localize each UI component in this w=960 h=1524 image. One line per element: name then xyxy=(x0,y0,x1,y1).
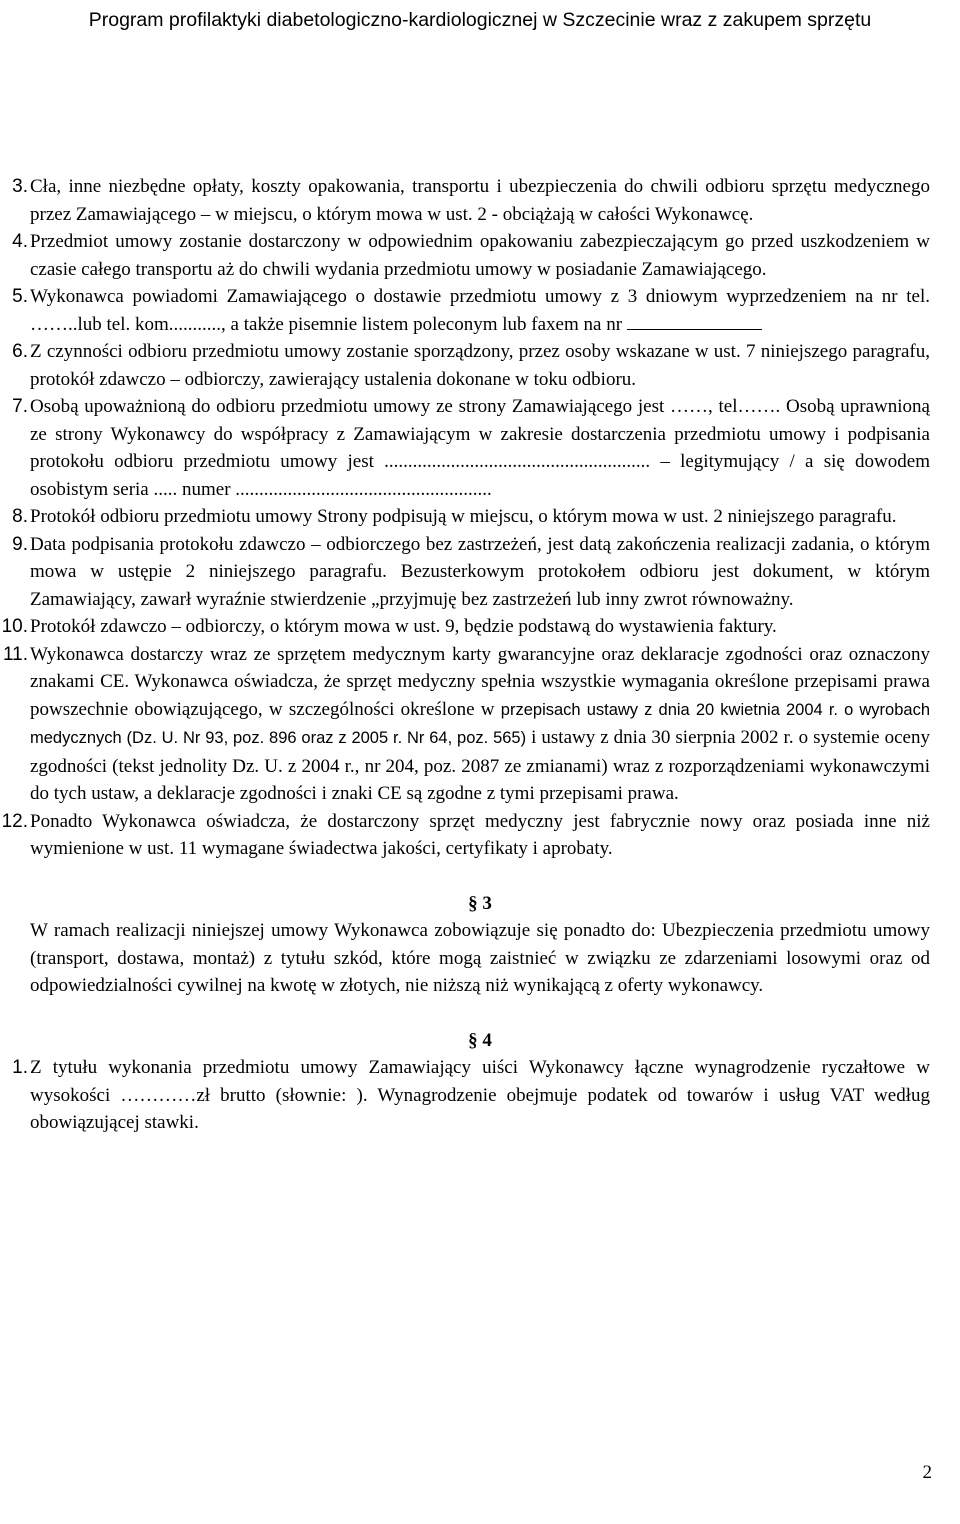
item-text: Protokół odbioru przedmiotu umowy Strony podpisują w miejscu, o którym mowa w ust. 2 niniejszego paragrafu. xyxy=(30,506,897,527)
list-item xyxy=(12,531,930,614)
list-item xyxy=(12,338,930,393)
section-4-heading: § 4 xyxy=(468,1029,492,1051)
item-text: Protokół zdawczo – odbiorczy, o którym mowa w ust. 9, będzie podstawą do wystawienia faktury. xyxy=(30,616,777,637)
item-text: Data podpisania protokołu zdawczo – odbiorczego bez zastrzeżeń, jest datą zakończenia realizacji zadania, o którym mowa w ustępie 2 niniejszego paragrafu. Bezusterkowym protokołem odbioru jest dokument, w którym Zamawiający, zawarł wyraźnie stwierdzenie „przyjmuję bez zastrzeżeń lub inny zwrot równoważny. xyxy=(30,533,930,610)
header-title: Program profilaktyki diabetologiczno-kardiologicznej w Szczecinie wraz z zakupem sprzętu xyxy=(88,9,872,31)
document-header xyxy=(40,0,920,40)
item-text: Przedmiot umowy zostanie dostarczony w odpowiednim opakowaniu zabezpieczającym go przed uszkodzeniem w czasie całego transportu aż do chwili wydania przedmiotu umowy w posiadanie Zamawiającego. xyxy=(30,231,930,280)
item-number: 6. xyxy=(12,341,28,362)
section-3-text: W ramach realizacji niniejszej umowy Wykonawca zobowiązuje się ponadto do: Ubezpieczenia przedmiotu umowy (transport, dostawa, montaż) z tytułu szkód, które mogą zaistnieć w związku ze zdarzeniami losowymi oraz od odpowiedzialności cywilnej na kwotę w złotych, nie niższą niż wynikającą z oferty wykonawcy. xyxy=(30,920,930,996)
item-text: Cła, inne niezbędne opłaty, koszty opakowania, transportu i ubezpieczenia do chwili odbioru sprzętu medycznego przez Zamawiającego – w miejscu, o którym mowa w ust. 2 - obciążają w całości Wykonawcę. xyxy=(30,176,930,225)
item-text: Z tytułu wykonania przedmiotu umowy Zamawiający uiści Wykonawcy łączne wynagrodzenie ryczałtowe w wysokości …………zł brutto (słownie: ). Wynagrodzenie obejmuje podatek od towarów i usług VAT według obowiązującej stawki. xyxy=(30,1057,930,1133)
item-text: Ponadto Wykonawca oświadcza, że dostarczony sprzęt medyczny jest fabrycznie nowy oraz posiada inne niż wymienione w ust. 11 wymagane świadectwa jakości, certyfikaty i aprobaty. xyxy=(30,810,930,859)
list-item xyxy=(1,808,930,863)
item-number: 4. xyxy=(12,231,28,252)
item-text: Osobą upoważnioną do odbioru przedmiotu umowy ze strony Zamawiającego jest ……, tel……. Osobą uprawnioną ze strony Wykonawcy do współpracy z Zamawiającym w zakresie dostarczenia przedmiotu umowy i podpisania protokołu odbioru przedmiotu umowy jest ........................................................ – legitymujący / a się dowodem osobistym seria ..... numer ...................................................... xyxy=(30,396,930,500)
page-number: 2 xyxy=(922,1462,932,1483)
item-text: Z czynności odbioru przedmiotu umowy zostanie sporządzony, przez osoby wskazane w ust. 7 niniejszego paragrafu, protokół zdawczo – odbiorczy, zawierający ustalenia dokonane w toku odbioru. xyxy=(30,341,930,390)
item-text: i ustawy z dnia 30 sierpnia 2002 r. o systemie oceny zgodności (tekst jednolity Dz. U. z 2004 r., nr 204, poz. 2087 ze zmianami) wraz z rozporządzeniami wykonawczymi do tych ustaw, a deklaracje zgodności i znaki CE są zgodne z tymi przepisami prawa. xyxy=(30,727,930,804)
item-number: 9. xyxy=(12,533,28,555)
list-item xyxy=(12,173,930,228)
item-text-regulation: przepisach ustawy z dnia 20 kwietnia 2004 r. o wyrobach medycznych (Dz. U. Nr 93, poz. 896 oraz z 2005 r. Nr 64, poz. 565) xyxy=(30,700,931,747)
list-item xyxy=(2,641,931,808)
document-body xyxy=(1,173,931,1137)
item-number: 12. xyxy=(1,810,28,832)
list-item xyxy=(12,283,930,338)
fax-number-blank xyxy=(627,311,762,330)
list-item xyxy=(1,613,930,641)
list-item xyxy=(12,1054,930,1137)
item-text: Wykonawca dostarczy wraz ze sprzętem medycznym karty gwarancyjne oraz deklaracje zgodności oraz oznaczony znakami CE. Wykonawca oświadcza, że sprzęt medyczny spełnia wszystkie wymagania określone przepisami prawa powszechnie obowiązującego, w szczególności określone w xyxy=(30,643,930,720)
clause-list xyxy=(1,173,931,863)
list-item xyxy=(12,228,930,283)
section-4-list xyxy=(12,1054,930,1137)
item-number: 11. xyxy=(2,643,28,665)
item-number: 7. xyxy=(12,396,28,417)
item-number: 8. xyxy=(12,506,28,527)
item-number: 10. xyxy=(1,616,28,637)
item-number: 1. xyxy=(12,1057,28,1078)
item-number: 3. xyxy=(12,176,28,197)
list-item xyxy=(12,503,930,531)
item-number: 5. xyxy=(12,286,28,307)
section-3-heading: § 3 xyxy=(468,892,492,914)
item-text: Wykonawca powiadomi Zamawiającego o dostawie przedmiotu umowy z 3 dniowym wyprzedzeniem na nr tel. ……..lub tel. kom..........., a także pisemnie listem poleconym lub faxem na nr xyxy=(30,286,930,335)
list-item xyxy=(12,393,930,503)
